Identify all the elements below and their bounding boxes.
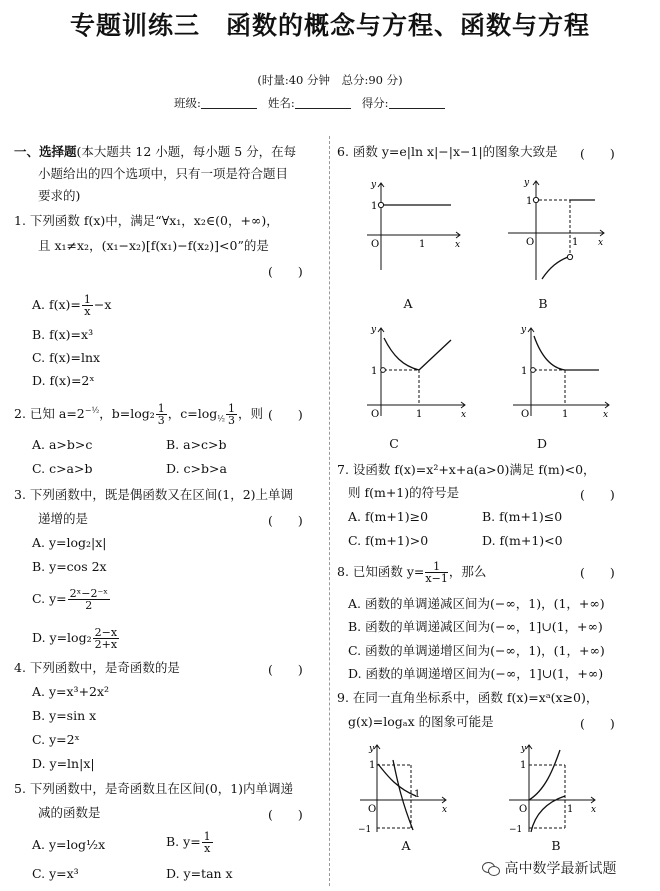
q5-option-b[interactable]: B. y= $\frac{1}{x}$ (166, 830, 211, 855)
watermark (482, 858, 616, 878)
q6-caption-b[interactable]: B (538, 296, 548, 311)
q7-option-b[interactable]: B. f(m+1)≤0 (482, 509, 563, 524)
q4-option-b[interactable]: B. y=sin x (32, 708, 97, 723)
q1-option-a[interactable]: A. f(x)= $\frac{1}{x}$ −x (32, 293, 112, 318)
svg-text:O: O (519, 804, 528, 815)
q2-option-b[interactable]: B. a>c>b (166, 437, 227, 452)
watermark-text: 高中数学最新试题 (504, 861, 617, 877)
q6-caption-c[interactable]: C (389, 436, 399, 451)
svg-text:O: O (368, 804, 377, 815)
class-label: 班级: (174, 96, 201, 110)
svg-text:1: 1 (369, 760, 376, 771)
q5-option-d[interactable]: D. y=tan x (166, 866, 233, 881)
section-heading-line1: 一、选择题(本大题共 12 小题，每小题 5 分，在每 (14, 144, 297, 159)
q5-stem-line2: 减的函数是 (38, 805, 101, 820)
q3-answer-paren[interactable]: ( ) (268, 513, 303, 528)
section-heading: 一、选择题 (14, 144, 77, 159)
q7-option-c[interactable]: C. f(m+1)>0 (348, 533, 429, 548)
svg-text:1: 1 (414, 789, 421, 800)
q1-stem-line2: 且 x₁≠x₂，(x₁−x₂)[f(x₁)−f(x₂)]<0”的是 (38, 238, 269, 253)
graph-a-x-label: x (455, 240, 461, 250)
q2-option-d[interactable]: D. c>b>a (166, 461, 227, 476)
svg-text:1: 1 (520, 760, 527, 771)
q3-option-a[interactable]: A. y=log₂|x| (32, 535, 107, 550)
q1-option-d[interactable]: D. f(x)=2ˣ (32, 373, 95, 388)
q8-stem: 8. 已知函数 y= $\frac{1}{x-1}$ ，那么 (337, 560, 487, 585)
svg-text:1: 1 (416, 409, 423, 420)
q3-option-d[interactable]: D. y=log₂ $\frac{2-x}{2+x}$ (32, 626, 118, 651)
q8-option-d[interactable]: D. 函数的单调递增区间为(−∞，1]∪(1，+∞) (348, 666, 604, 681)
svg-text:1: 1 (526, 196, 533, 207)
page-title: 专题训练三 函数的概念与方程、函数与方程 (69, 11, 590, 40)
q4-option-a[interactable]: A. y=x³+2x² (32, 684, 110, 699)
svg-text:x: x (591, 805, 597, 815)
q6-graph-b (500, 175, 610, 285)
section-heading-line2: 小题给出的四个选项中，只有一项是符合题目 (38, 166, 289, 181)
q5-option-c[interactable]: C. y=x³ (32, 866, 79, 881)
q8-answer-paren[interactable]: ( ) (580, 565, 615, 580)
graph-a-one-x: 1 (419, 239, 426, 250)
svg-text:y: y (524, 178, 530, 188)
q3-option-b[interactable]: B. y=cos 2x (32, 559, 107, 574)
time-info: (时量:40 分钟 总分:90 分) (257, 73, 403, 87)
q9-caption-a[interactable]: A (401, 838, 411, 853)
q9-stem-line2: g(x)=logₐx 的图象可能是 (348, 714, 494, 729)
q4-option-c[interactable]: C. y=2ˣ (32, 732, 80, 747)
section-heading-line3: 要求的) (38, 188, 81, 203)
svg-text:O: O (371, 409, 380, 420)
q7-option-d[interactable]: D. f(m+1)<0 (482, 533, 563, 548)
name-blank[interactable] (295, 96, 351, 109)
graph-a-origin: O (371, 239, 380, 250)
q8-option-c[interactable]: C. 函数的单调递增区间为(−∞，1)，(1，+∞) (348, 643, 605, 658)
svg-text:x: x (442, 805, 448, 815)
q7-stem-line2: 则 f(m+1)的符号是 (348, 485, 460, 500)
svg-text:x: x (598, 238, 604, 248)
svg-text:y: y (521, 744, 527, 754)
svg-text:−1: −1 (358, 825, 372, 835)
q6-caption-a[interactable]: A (403, 296, 413, 311)
svg-text:O: O (526, 237, 535, 248)
svg-text:1: 1 (521, 366, 528, 377)
q6-caption-d[interactable]: D (536, 436, 548, 451)
name-label: 姓名: (267, 96, 295, 110)
q2-option-c[interactable]: C. c>a>b (32, 461, 93, 476)
svg-text:1: 1 (572, 237, 579, 248)
q9-graph-a (356, 740, 451, 835)
q2-answer-paren[interactable]: ( ) (268, 407, 303, 422)
graph-a-y-label: y (371, 180, 377, 190)
q6-graph-c (355, 320, 470, 420)
q4-stem: 4. 下列函数中，是奇函数的是 (14, 660, 180, 675)
svg-text:1: 1 (567, 804, 574, 815)
student-info-row (174, 95, 445, 111)
q9-answer-paren[interactable]: ( ) (580, 716, 615, 731)
q1-a-fraction: $\frac{1}{x}$ (83, 293, 91, 318)
svg-text:−1: −1 (509, 825, 523, 835)
q3-option-c[interactable]: C. y= $\frac{\text{2ˣ−2⁻ˣ}}{2}$ (32, 587, 108, 612)
q6-answer-paren[interactable]: ( ) (580, 146, 615, 161)
q5-option-a[interactable]: A. y=log½x (32, 837, 106, 852)
svg-text:y: y (369, 744, 375, 754)
svg-text:1: 1 (562, 409, 569, 420)
q1-option-c[interactable]: C. f(x)=lnx (32, 350, 101, 365)
score-blank[interactable] (389, 96, 445, 109)
q6-stem: 6. 函数 y=e|ln x|−|x−1|的图象大致是 (337, 144, 558, 159)
q6-graph-d (505, 320, 615, 420)
svg-text:y: y (521, 325, 527, 335)
q5-stem-line1: 5. 下列函数中，是奇函数且在区间(0，1)内单调递 (14, 781, 294, 796)
q8-option-b[interactable]: B. 函数的单调递减区间为(−∞，1]∪(1，+∞) (348, 619, 603, 634)
q1-stem-line1: 1. 下列函数 f(x)中，满足“∀x₁，x₂∈(0，+∞)， (14, 213, 279, 228)
svg-text:y: y (371, 325, 377, 335)
q2-option-a[interactable]: A. a>b>c (32, 437, 93, 452)
q4-option-d[interactable]: D. y=ln|x| (32, 756, 95, 771)
q2-stem: 2. 已知 $a=2^{-\frac{1}{2}}$，b=log₂ $\frac{1}{3}$ ，$c=\log_{\frac{1}{2}}$ $\frac{1}{3}$ ，则 (14, 402, 264, 428)
score-label: 得分: (361, 96, 389, 110)
graph-a-one-y: 1 (371, 201, 378, 212)
q7-stem-line1: 7. 设函数 f(x)=x²+x+a(a>0)满足 f(m)<0， (337, 462, 596, 477)
q1-option-b[interactable]: B. f(x)=x³ (32, 327, 94, 342)
svg-text:x: x (461, 410, 467, 420)
q8-option-a[interactable]: A. 函数的单调递减区间为(−∞，1)，(1，+∞) (348, 596, 605, 611)
q7-option-a[interactable]: A. f(m+1)≥0 (348, 509, 429, 524)
q9-stem-line1: 9. 在同一直角坐标系中，函数 f(x)=xᵃ(x≥0)， (337, 690, 599, 705)
svg-text:1: 1 (371, 366, 378, 377)
q3-stem-line1: 3. 下列函数中，既是偶函数又在区间(1，2)上单调 (14, 487, 294, 502)
q7-answer-paren[interactable]: ( ) (580, 487, 615, 502)
q6-graph-a (355, 175, 465, 275)
class-blank[interactable] (201, 96, 257, 109)
wechat-icon (482, 861, 500, 875)
q1-answer-paren[interactable]: ( ) (268, 264, 303, 279)
q4-answer-paren[interactable]: ( ) (268, 662, 303, 677)
svg-text:O: O (521, 409, 530, 420)
svg-text:x: x (603, 410, 609, 420)
q3-stem-line2: 递增的是 (38, 511, 89, 526)
q9-graph-b (505, 740, 600, 835)
q9-caption-b[interactable]: B (551, 838, 561, 853)
q5-answer-paren[interactable]: ( ) (268, 807, 303, 822)
column-divider (329, 136, 330, 886)
